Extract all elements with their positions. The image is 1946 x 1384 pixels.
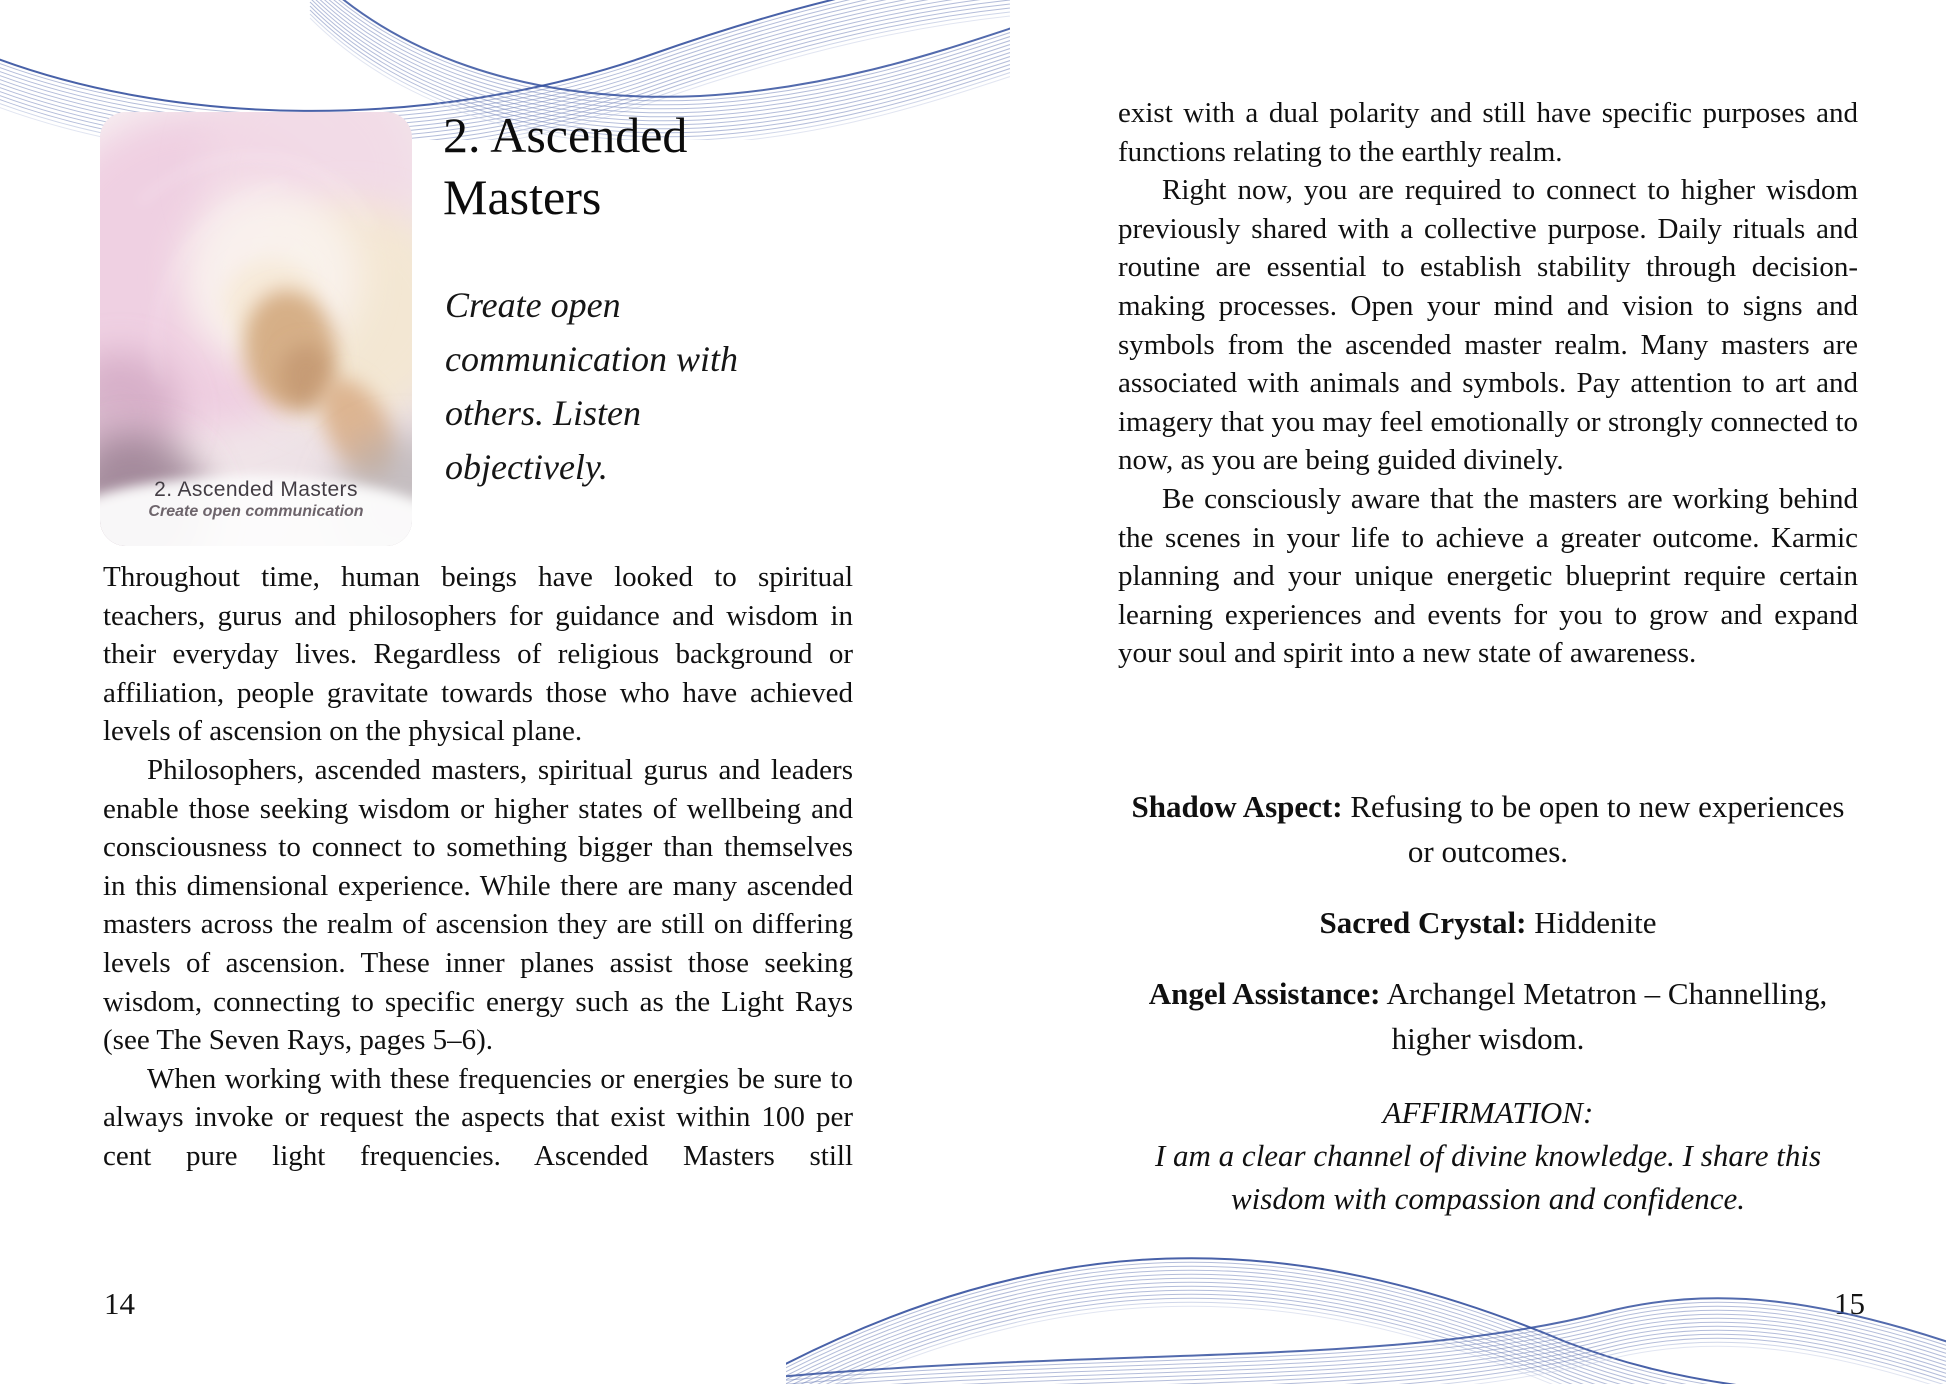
card-caption (100, 478, 412, 521)
body-paragraph: Philosophers, ascended masters, spiritual gurus and leaders enable those seeking wisdom or higher states of wellbeing and consciousness to connect to something bigger than themselves in this dimensional experience. While there are many ascended masters across the realm of ascension they are still on differing levels of ascension. These inner planes assist those seeking wisdom, connecting to specific energy such as the Light Rays (see The Seven Rays, pages 5–6). (103, 753, 853, 1057)
card-caption-title: 2. Ascended Masters (154, 478, 358, 501)
section-label: Angel Assistance: (1148, 976, 1381, 1011)
page-number-right: 15 (1834, 1286, 1865, 1321)
left-page-body (103, 558, 853, 1176)
section-text: Hiddenite (1534, 905, 1657, 940)
card-caption-subtitle: Create open communication (148, 503, 364, 520)
section-sacred-crystal (1118, 900, 1858, 945)
card-meaning-sections (1118, 784, 1858, 1220)
body-paragraph: When working with these frequencies or energies be sure to always invoke or request the aspects that exist within 100 per cent pure light frequencies. Ascended Masters still (103, 1062, 853, 1172)
section-text: Archangel Metatron – Channelling, higher wisdom. (1386, 976, 1828, 1056)
affirmation-text: I am a clear channel of divine knowledge. I share this wisdom with compassion and confidence. (1154, 1138, 1822, 1216)
wave-decoration-bottom-right (786, 1252, 1946, 1384)
section-label: Sacred Crystal: (1319, 905, 1527, 940)
body-paragraph: Throughout time, human beings have looked to spiritual teachers, gurus and philosophers for guidance and wisdom in their everyday lives. Regardless of religious background or affiliation, people gravitate towards those who have achieved levels of ascension on the physical plane. (103, 561, 853, 748)
right-page-body (1118, 94, 1858, 673)
chapter-heading: 2. Ascended Masters (443, 107, 688, 225)
section-label: Shadow Aspect: (1131, 789, 1343, 824)
body-paragraph: exist with a dual polarity and still have specific purposes and functions relating to the earthly realm. (1118, 97, 1858, 168)
oracle-card (100, 112, 412, 546)
affirmation-block (1118, 1091, 1858, 1220)
body-paragraph: Be consciously aware that the masters are working behind the scenes in your life to achieve a greater outcome. Karmic planning and your unique energetic blueprint require certain learning experiences and events for you to grow and expand your soul and spirit into a new state of awareness. (1118, 482, 1858, 670)
page-number-left: 14 (104, 1286, 135, 1321)
body-paragraph: Right now, you are required to connect to higher wisdom previously shared with a collective purpose. Daily rituals and routine are essential to establish stability through decision-making processes. Open your mind and vision to signs and symbols from the ascended master realm. Many masters are associated with animals and symbols. Pay attention to art and imagery that you may feel emotionally or strongly connected to now, as you are being guided divinely. (1118, 174, 1858, 477)
section-text: Refusing to be open to new experiences or outcomes. (1350, 789, 1845, 869)
section-shadow-aspect (1118, 784, 1858, 874)
section-angel-assistance (1118, 971, 1858, 1061)
affirmation-label: AFFIRMATION: (1382, 1095, 1594, 1130)
chapter-subtitle: Create open communication with others. Listen objectively. (445, 285, 738, 487)
